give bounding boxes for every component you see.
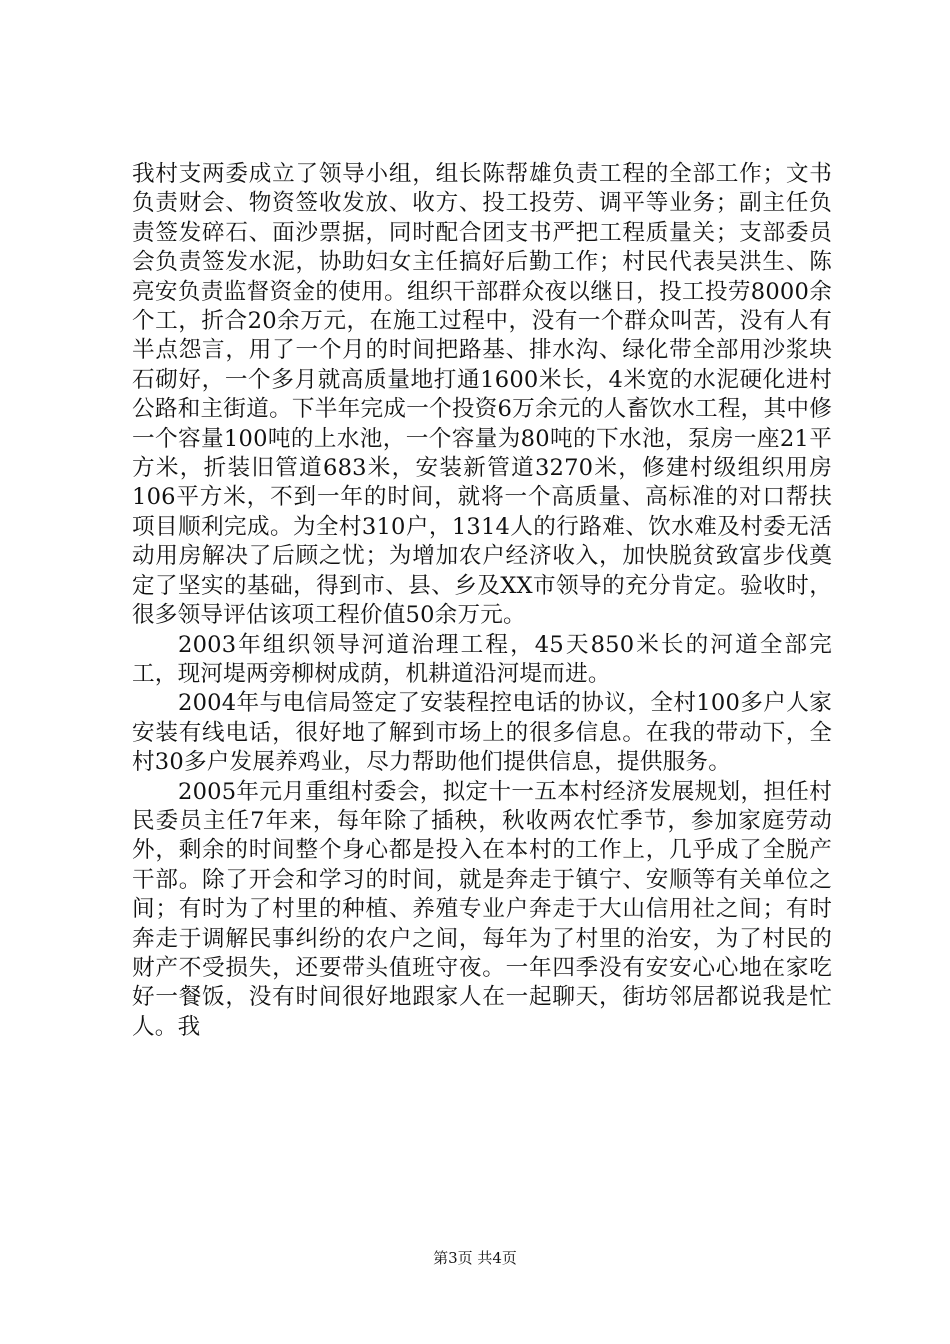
page-footer: 第3页 共4页 bbox=[433, 1249, 517, 1267]
paragraph-4: 2005年元月重组村委会，拟定十一五本村经济发展规划，担任村民委员主任7年来，每年除了插秧，秋收两农忙季节，参加家庭劳动外，剩余的时间整个身心都是投入在本村的工作上，几乎成了全脱产干部。除了开会和学习的时间，就是奔走于镇宁、安顺等有关单位之间；有时为了村里的种植、养殖专业户奔走于大山信用社之间；有时奔走于调解民事纠纷的农户之间，每年为了村里的治安，为了村民的财产不受损失，还要带头值班守夜。一年四季没有安安心心地在家吃好一餐饭，没有时间很好地跟家人在一起聊天，街坊邻居都说我是忙人。我 bbox=[132, 778, 832, 1040]
document-body bbox=[132, 160, 832, 1042]
paragraph-1: 我村支两委成立了领导小组，组长陈帮雄负责工程的全部工作；文书负责财会、物资签收发放、收方、投工投劳、调平等业务；副主任负责签发碎石、面沙票据，同时配合团支书严把工程质量关；支部委员会负责签发水泥，协助妇女主任搞好后勤工作；村民代表吴洪生、陈亮安负责监督资金的使用。组织干部群众夜以继日，投工投劳8000余个工，折合20余万元，在施工过程中，没有一个群众叫苦，没有人有半点怨言，用了一个月的时间把路基、排水沟、绿化带全部用沙浆块石砌好，一个多月就高质量地打通1600米长，4米宽的水泥硬化进村公路和主街道。下半年完成一个投资6万余元的人畜饮水工程，其中修一个容量100吨的上水池，一个容量为80吨的下水池，泵房一座21平方米，折装旧管道683米，安装新管道3270米，修建村级组织用房106平方米，不到一年的时间，就将一个高质量、高标准的对口帮扶项目顺利完成。为全村310户，1314人的行路难、饮水难及村委无活动用房解决了后顾之忧；为增加农户经济收入，加快脱贫致富步伐奠定了坚实的基础，得到市、县、乡及XX市领导的充分肯定。验收时，很多领导评估该项工程价值50余万元。 bbox=[132, 161, 832, 629]
paragraph-2: 2003年组织领导河道治理工程，45天850米长的河道全部完工，现河堤两旁柳树成荫，机耕道沿河堤而进。 bbox=[132, 631, 832, 687]
paragraph-3: 2004年与电信局签定了安装程控电话的协议，全村100多户人家安装有线电话，很好地了解到市场上的很多信息。在我的带动下，全村30多户发展养鸡业，尽力帮助他们提供信息，提供服务。 bbox=[132, 690, 832, 776]
